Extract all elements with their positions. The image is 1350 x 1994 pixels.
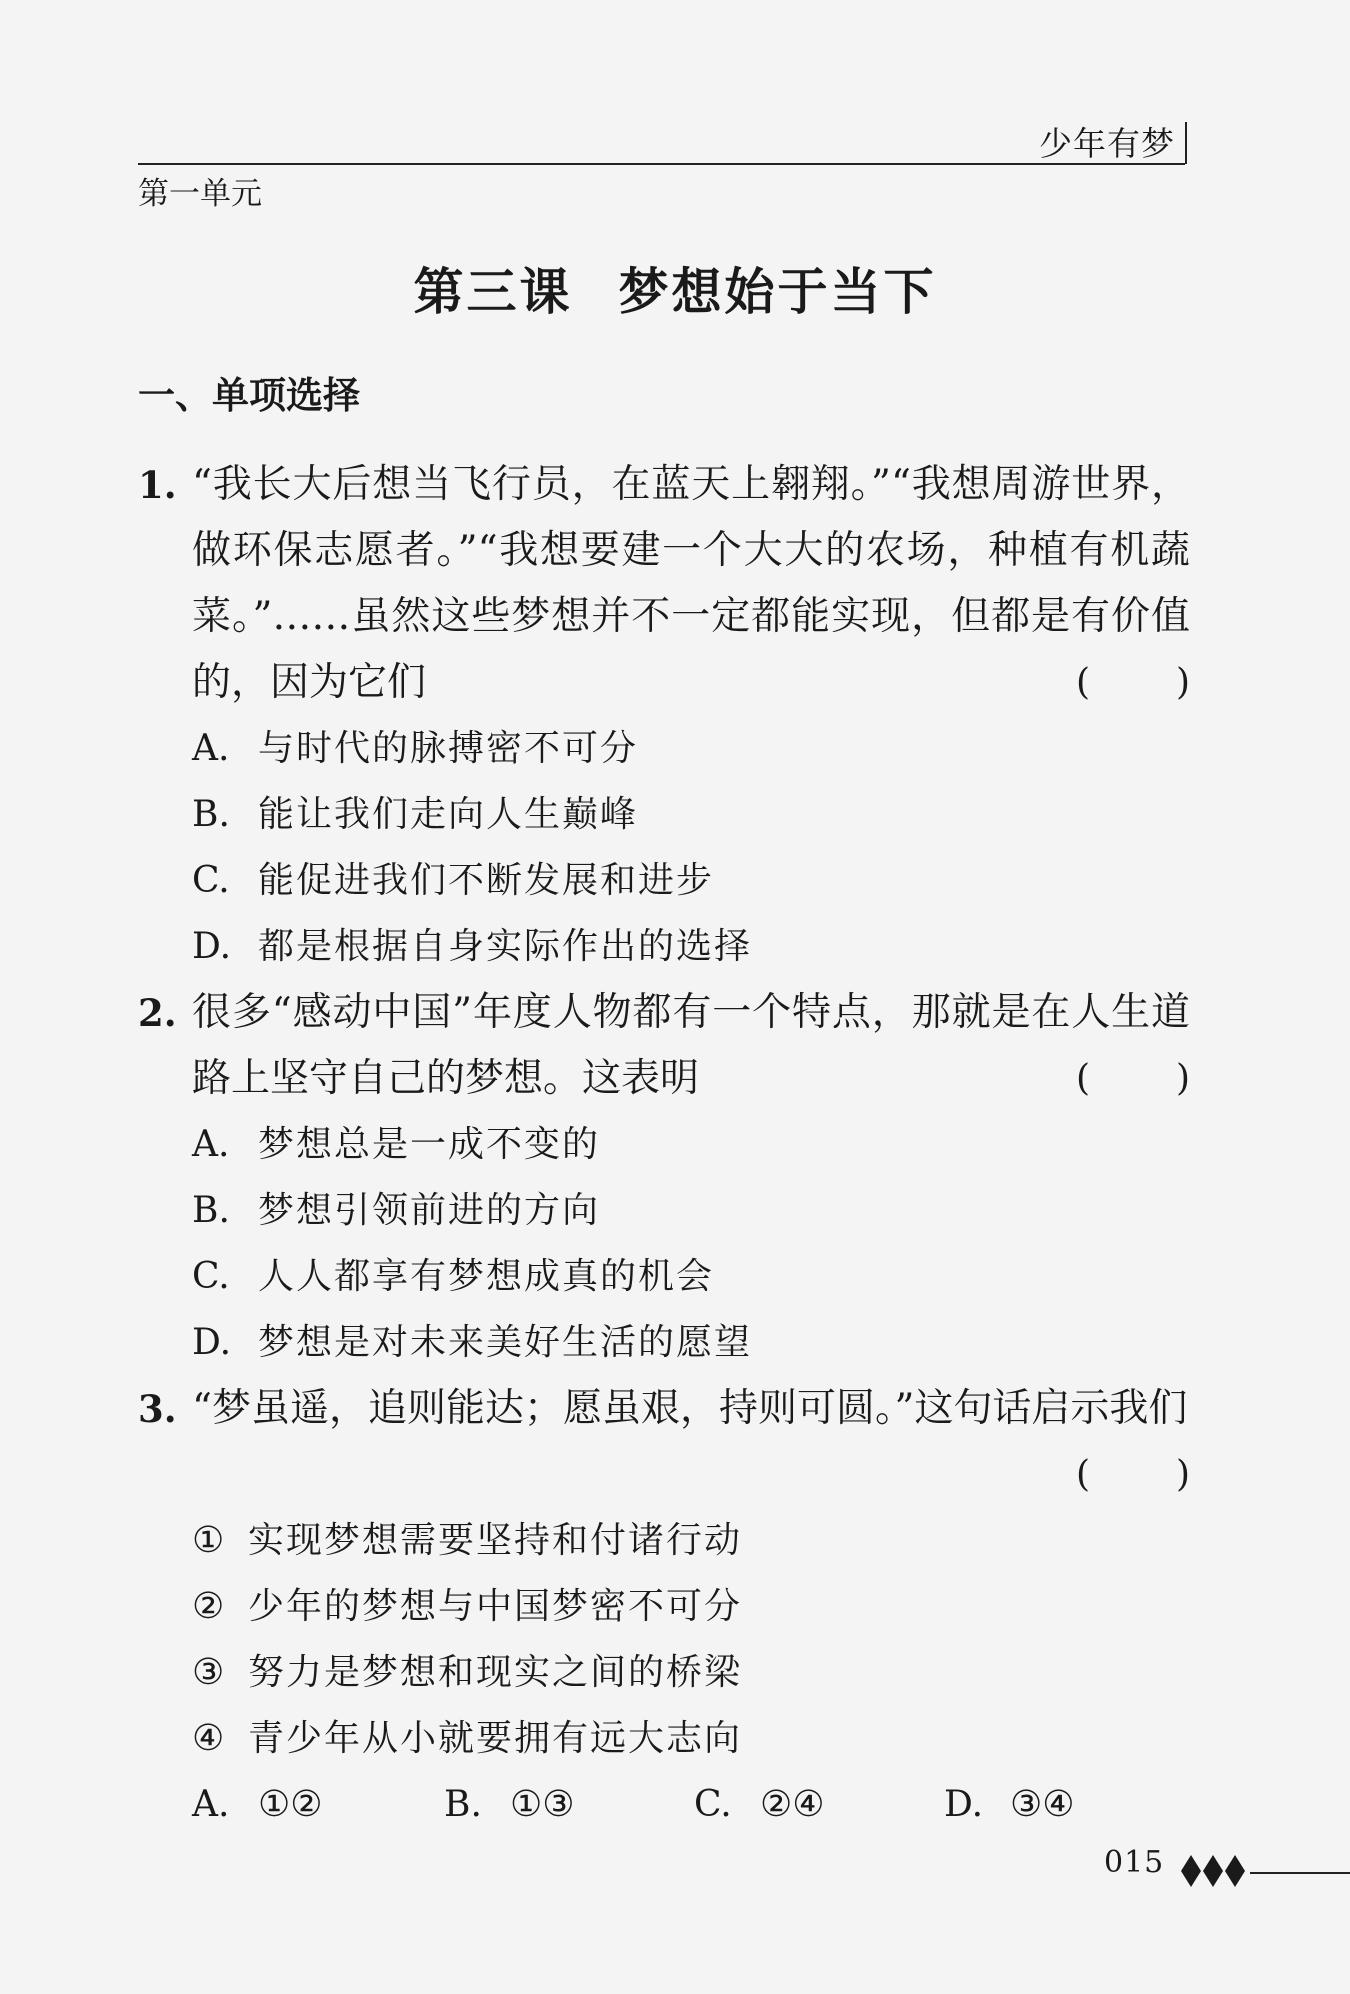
statement-text: 实现梦想需要坚持和付诸行动: [248, 1520, 743, 1561]
lesson-title: [0, 252, 1350, 324]
option-text: ②④: [760, 1784, 825, 1825]
answer-option-d: [944, 1772, 1075, 1838]
answer-blank[interactable]: [1076, 1046, 1190, 1112]
question-text-line: 很多“感动中国”年度人物都有一个特点，那就是在人生道: [192, 990, 1190, 1035]
lesson-number: 第三课: [413, 263, 573, 321]
option-text: ①②: [258, 1784, 323, 1825]
option-letter: D.: [944, 1784, 984, 1825]
question-text-line: 的，因为它们: [192, 660, 427, 705]
statement-3: [192, 1640, 742, 1706]
statement-mark: ④: [192, 1718, 225, 1759]
statement-1: [192, 1508, 742, 1574]
question-text-line: 菜。”……虽然这些梦想并不一定都能实现，但都是有价值: [192, 594, 1190, 639]
statement-text: 少年的梦想与中国梦密不可分: [248, 1586, 743, 1627]
paren-left: (: [1076, 662, 1091, 703]
option-a: [192, 1112, 600, 1178]
answer-blank[interactable]: [1076, 1442, 1190, 1508]
footer-rule: [1250, 1872, 1350, 1874]
paren-right: ): [1175, 662, 1190, 703]
statement-mark: ③: [192, 1652, 225, 1693]
question-text-line: “我长大后想当飞行员，在蓝天上翱翔。”“我想周游世界，: [192, 462, 1190, 507]
option-a: [192, 716, 638, 782]
paren-left: (: [1076, 1058, 1091, 1099]
question-text-line: 做环保志愿者。”“我想要建一个大大的农场，种植有机蔬: [192, 528, 1190, 573]
question-number: 1.: [138, 463, 177, 507]
option-d: [192, 1310, 752, 1376]
answer-option-a: [192, 1772, 323, 1838]
option-letter: C.: [192, 1256, 230, 1297]
statement-mark: ②: [192, 1586, 225, 1627]
option-text: 能让我们走向人生巅峰: [258, 794, 639, 835]
unit-label: 第一单元: [138, 176, 262, 212]
option-text: 人人都享有梦想成真的机会: [258, 1256, 715, 1297]
option-d: [192, 914, 752, 980]
option-text: ①③: [510, 1784, 575, 1825]
option-letter: D.: [192, 926, 232, 967]
question-text-line: “梦虽遥，追则能达；愿虽艰，持则可圆。”这句话启示我们: [192, 1386, 1188, 1431]
option-letter: B.: [192, 794, 230, 835]
statement-text: 青少年从小就要拥有远大志向: [248, 1718, 743, 1759]
question-number: 2.: [138, 991, 177, 1035]
header-rule: [138, 163, 1185, 165]
option-text: 与时代的脉搏密不可分: [258, 728, 639, 769]
answer-option-c: [694, 1772, 825, 1838]
paren-right: ): [1175, 1058, 1190, 1099]
option-letter: D.: [192, 1322, 232, 1363]
option-text: 都是根据自身实际作出的选择: [258, 926, 753, 967]
question-number: 3.: [138, 1387, 177, 1431]
option-text: 梦想引领前进的方向: [258, 1190, 601, 1231]
option-letter: C.: [694, 1784, 732, 1825]
statement-mark: ①: [192, 1520, 225, 1561]
option-c: [192, 1244, 714, 1310]
option-text: 能促进我们不断发展和进步: [258, 860, 715, 901]
option-text: 梦想是对未来美好生活的愿望: [258, 1322, 753, 1363]
option-b: [192, 1178, 600, 1244]
option-letter: A.: [192, 1784, 230, 1825]
header-vertical-rule: [1185, 122, 1187, 164]
diamonds-ornament-icon: [1180, 1853, 1246, 1889]
option-letter: B.: [192, 1190, 230, 1231]
lesson-name: 梦想始于当下: [618, 263, 937, 321]
answer-option-b: [444, 1772, 575, 1838]
option-letter: B.: [444, 1784, 482, 1825]
option-letter: A.: [192, 728, 230, 769]
statement-2: [192, 1574, 742, 1640]
header-section-title: 少年有梦: [1039, 124, 1175, 163]
option-c: [192, 848, 714, 914]
option-text: 梦想总是一成不变的: [258, 1124, 601, 1165]
paren-left: (: [1076, 1454, 1091, 1495]
question-text-line: 路上坚守自己的梦想。这表明: [192, 1056, 700, 1101]
statement-4: [192, 1706, 742, 1772]
option-b: [192, 782, 638, 848]
page-number: 015: [1104, 1845, 1165, 1880]
option-text: ③④: [1010, 1784, 1075, 1825]
answer-blank[interactable]: [1076, 650, 1190, 716]
option-letter: C.: [192, 860, 230, 901]
option-letter: A.: [192, 1124, 230, 1165]
section-heading: 一、单项选择: [138, 374, 360, 417]
statement-text: 努力是梦想和现实之间的桥梁: [248, 1652, 743, 1693]
paren-right: ): [1175, 1454, 1190, 1495]
